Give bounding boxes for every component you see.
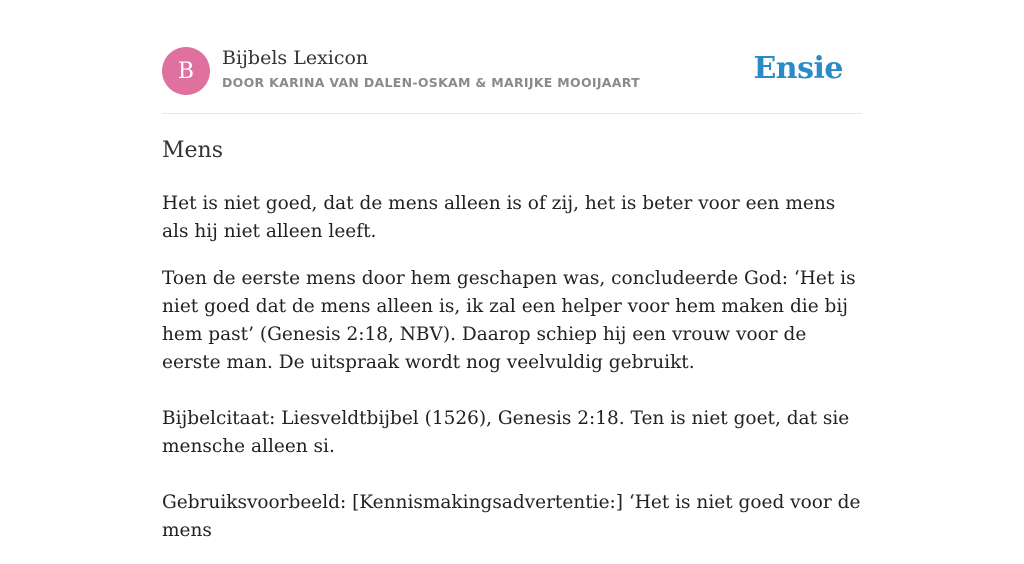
book-title[interactable]: Bijbels Lexicon [222,47,369,69]
page-container [162,0,862,541]
entry-title: Mens [162,138,224,163]
entry-body: Toen de eerste mens door hem geschapen was, concludeerde God: ‘Het is niet goed dat de mens alleen is, ik zal een helper voor hem maken die bij hem past’ (Genesis 2:18, NBV). Daarop schiep hij een vrouw voor de eerste man. De uitspraak wordt nog veelvuldig gebruikt. Bijbelcitaat: Liesveldtbijbel (1526), Genesis 2:18. Ten is niet goet, dat sie mensche alleen si. Gebruiksvoorbeeld: [Kennismakingsadvertentie:] ‘Het is niet goed voor de mens [162,268,861,541]
avatar[interactable]: B [162,47,210,95]
entry-content [162,190,862,564]
entry-summary: Het is niet goed, dat de mens alleen is of zij, het is beter voor een mens als hij niet alleen leeft. [162,193,836,242]
brand-logo[interactable]: Ensie [753,51,843,86]
book-authors: DOOR KARINA VAN DALEN-OSKAM & MARIJKE MOOIJAART [222,75,640,90]
book-header [162,0,862,114]
